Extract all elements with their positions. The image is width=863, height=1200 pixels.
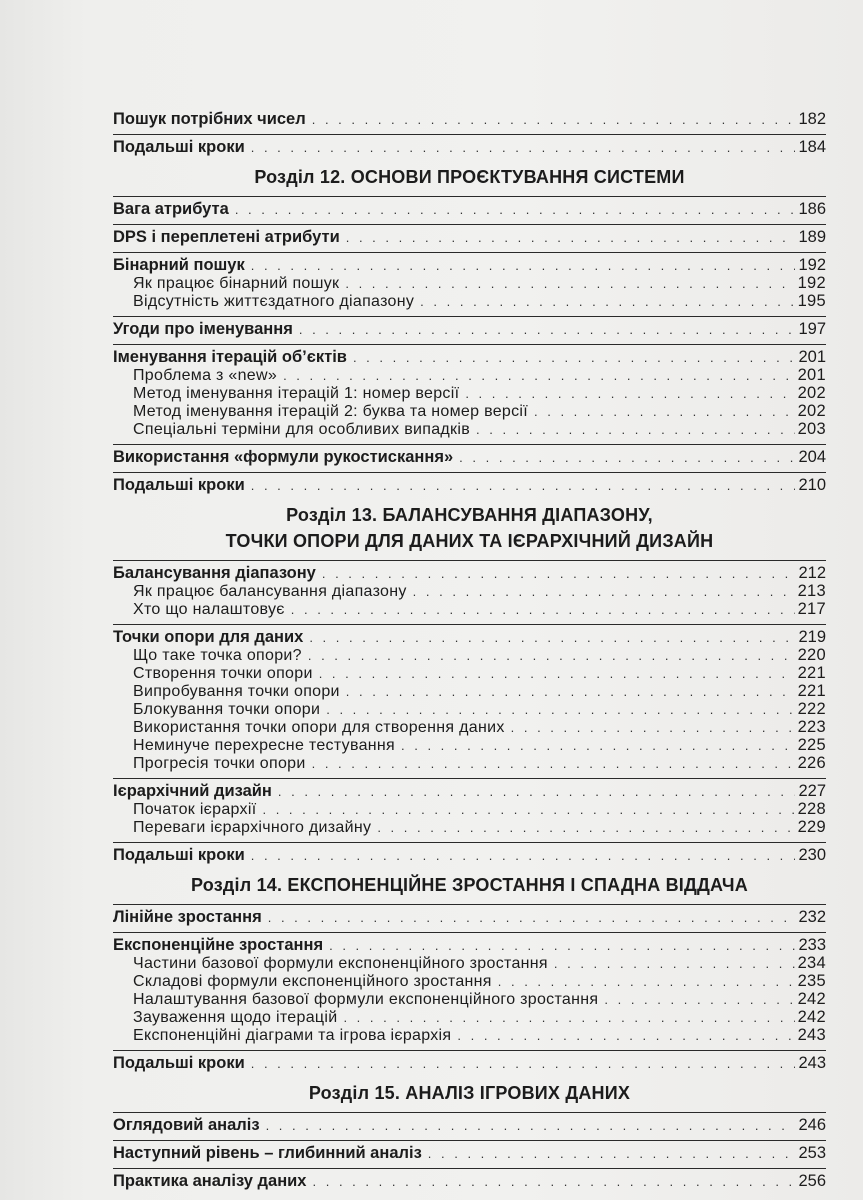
- dot-leader: [420, 293, 794, 311]
- page-number: 246: [798, 1116, 826, 1134]
- dot-leader: [283, 367, 795, 385]
- entry-title: Спеціальні терміни для особливих випадків: [133, 421, 471, 438]
- toc-subsection-entry[interactable]: [113, 718, 826, 736]
- dot-leader: [308, 647, 795, 665]
- toc-subsection-entry[interactable]: [113, 366, 826, 384]
- toc-section-entry[interactable]: [113, 778, 826, 800]
- page-number: 189: [798, 228, 826, 246]
- dot-leader: [313, 1173, 796, 1191]
- dot-leader: [278, 783, 796, 801]
- toc-subsection-entry[interactable]: [113, 754, 826, 772]
- entry-title: Як працює бінарний пошук: [133, 275, 340, 292]
- toc-section-entry[interactable]: [113, 224, 826, 246]
- entry-title: Лінійне зростання: [113, 908, 262, 926]
- dot-leader: [353, 349, 796, 367]
- entry-title: Балансування діапазону: [113, 564, 316, 582]
- dot-leader: [604, 991, 794, 1009]
- dot-leader: [251, 257, 796, 275]
- dot-leader: [268, 909, 796, 927]
- toc-section-entry[interactable]: [113, 110, 826, 128]
- page-number: 186: [798, 200, 826, 218]
- entry-title: Зауваження щодо ітерацій: [133, 1009, 338, 1026]
- entry-title: Практика аналізу даних: [113, 1172, 307, 1190]
- page-number: 197: [798, 320, 826, 338]
- toc-section-entry[interactable]: [113, 932, 826, 954]
- page-number: 223: [797, 718, 826, 736]
- page-number: 256: [798, 1172, 826, 1190]
- page-number: 220: [797, 646, 826, 664]
- dot-leader: [251, 139, 796, 157]
- toc-section-entry[interactable]: [113, 560, 826, 582]
- page-number: 242: [797, 1008, 826, 1026]
- toc-section-entry[interactable]: [113, 316, 826, 338]
- dot-leader: [346, 229, 796, 247]
- dot-leader: [251, 1055, 796, 1073]
- entry-title: Блокування точки опори: [133, 701, 321, 718]
- page-number: 232: [798, 908, 826, 926]
- dot-leader: [326, 701, 794, 719]
- dot-leader: [465, 385, 794, 403]
- dot-leader: [428, 1145, 796, 1163]
- toc-subsection-entry[interactable]: [113, 420, 826, 438]
- toc-subsection-entry[interactable]: [113, 1026, 826, 1044]
- entry-title: Наступний рівень – глибинний аналіз: [113, 1144, 422, 1162]
- toc-section-entry[interactable]: [113, 472, 826, 494]
- entry-title: Угоди про іменування: [113, 320, 293, 338]
- toc-subsection-entry[interactable]: [113, 664, 826, 682]
- dot-leader: [312, 111, 796, 129]
- dot-leader: [309, 629, 795, 647]
- toc-section-entry[interactable]: [113, 842, 826, 864]
- dot-leader: [251, 847, 796, 865]
- chapter-heading: [113, 872, 826, 898]
- page-number: 228: [797, 800, 826, 818]
- page-number: 253: [798, 1144, 826, 1162]
- toc-subsection-entry[interactable]: [113, 600, 826, 618]
- chapter-heading-line: Розділ 12. ОСНОВИ ПРОЄКТУВАННЯ СИСТЕМИ: [254, 167, 685, 187]
- entry-title: Відсутність життєздатного діапазону: [133, 293, 415, 310]
- entry-title: Подальші кроки: [113, 138, 245, 156]
- entry-title: Початок ієрархії: [133, 801, 257, 818]
- entry-title: Пошук потрібних чисел: [113, 110, 306, 128]
- dot-leader: [413, 583, 795, 601]
- page-number: 243: [798, 1054, 826, 1072]
- page-number: 201: [797, 366, 826, 384]
- page-number: 221: [797, 682, 826, 700]
- page-number: 202: [797, 402, 826, 420]
- page-number: 235: [797, 972, 826, 990]
- dot-leader: [377, 819, 794, 837]
- dot-leader: [322, 565, 796, 583]
- dot-leader: [498, 973, 795, 991]
- dot-leader: [235, 201, 796, 219]
- entry-title: Використання «формули рукостискання»: [113, 448, 454, 466]
- toc-subsection-entry[interactable]: [113, 736, 826, 754]
- entry-title: Ієрархічний дизайн: [113, 782, 272, 800]
- page-number: 230: [798, 846, 826, 864]
- toc-section-entry[interactable]: [113, 134, 826, 156]
- toc-subsection-entry[interactable]: [113, 274, 826, 292]
- dot-leader: [401, 737, 795, 755]
- toc-subsection-entry[interactable]: [113, 700, 826, 718]
- toc-section-entry[interactable]: [113, 1050, 826, 1072]
- toc-section-entry[interactable]: [113, 196, 826, 218]
- chapter-heading: [113, 502, 826, 554]
- chapter-heading-line: Розділ 14. ЕКСПОНЕНЦІЙНЕ ЗРОСТАННЯ І СПАДНА ВІДДАЧА: [191, 875, 748, 895]
- dot-leader: [329, 937, 795, 955]
- chapter-heading-line: Розділ 15. АНАЛІЗ ІГРОВИХ ДАНИХ: [308, 1083, 631, 1103]
- dot-leader: [266, 1117, 796, 1135]
- table-of-contents: [113, 110, 826, 1190]
- chapter-heading-line: ТОЧКИ ОПОРИ ДЛЯ ДАНИХ ТА ІЄРАРХІЧНИЙ ДИЗАЙН: [225, 531, 714, 551]
- page-number: 195: [797, 292, 826, 310]
- entry-title: Метод іменування ітерацій 2: буква та номер версії: [133, 403, 528, 420]
- toc-subsection-entry[interactable]: [113, 954, 826, 972]
- page-number: 227: [798, 782, 826, 800]
- page-number: 221: [797, 664, 826, 682]
- dot-leader: [251, 477, 796, 495]
- entry-title: Неминуче перехресне тестування: [133, 737, 395, 754]
- entry-title: Експоненційні діаграми та ігрова ієрархія: [133, 1027, 452, 1044]
- toc-subsection-entry[interactable]: [113, 582, 826, 600]
- page-number: 226: [797, 754, 826, 772]
- dot-leader: [554, 955, 795, 973]
- toc-section-entry[interactable]: [113, 1112, 826, 1134]
- page-number: 217: [797, 600, 826, 618]
- dot-leader: [511, 719, 795, 737]
- toc-subsection-entry[interactable]: [113, 682, 826, 700]
- entry-title: Подальші кроки: [113, 1054, 245, 1072]
- dot-leader: [262, 801, 794, 819]
- toc-section-entry[interactable]: [113, 444, 826, 466]
- page-number: 234: [797, 954, 826, 972]
- toc-subsection-entry[interactable]: [113, 990, 826, 1008]
- page-number: 203: [797, 420, 826, 438]
- page-number: 210: [798, 476, 826, 494]
- entry-title: Використання точки опори для створення даних: [133, 719, 505, 736]
- dot-leader: [343, 1009, 794, 1027]
- dot-leader: [346, 683, 795, 701]
- entry-title: Оглядовий аналіз: [113, 1116, 260, 1134]
- toc-section-entry[interactable]: [113, 1140, 826, 1162]
- entry-title: Складові формули експоненційного зростання: [133, 973, 492, 990]
- dot-leader: [345, 275, 794, 293]
- page-number: 201: [798, 348, 826, 366]
- page-number: 184: [798, 138, 826, 156]
- page-number: 192: [798, 256, 826, 274]
- entry-title: Випробування точки опори: [133, 683, 340, 700]
- entry-title: Подальші кроки: [113, 846, 245, 864]
- chapter-heading-line: Розділ 13. БАЛАНСУВАННЯ ДІАПАЗОНУ,: [286, 505, 653, 525]
- entry-title: Точки опори для даних: [113, 628, 304, 646]
- entry-title: Іменування ітерацій об’єктів: [113, 348, 347, 366]
- entry-title: Подальші кроки: [113, 476, 245, 494]
- page-number: 242: [797, 990, 826, 1008]
- page-number: 233: [798, 936, 826, 954]
- page-number: 225: [797, 736, 826, 754]
- toc-subsection-entry[interactable]: [113, 1008, 826, 1026]
- chapter-heading: [113, 1080, 826, 1106]
- toc-subsection-entry[interactable]: [113, 800, 826, 818]
- toc-subsection-entry[interactable]: [113, 292, 826, 310]
- toc-section-entry[interactable]: [113, 252, 826, 274]
- dot-leader: [291, 601, 795, 619]
- entry-title: Налаштування базової формули експоненційного зростання: [133, 991, 599, 1008]
- entry-title: Переваги ієрархічного дизайну: [133, 819, 372, 836]
- entry-title: Метод іменування ітерацій 1: номер версії: [133, 385, 460, 402]
- page-number: 192: [797, 274, 826, 292]
- dot-leader: [319, 665, 795, 683]
- entry-title: Експоненційне зростання: [113, 936, 324, 954]
- toc-subsection-entry[interactable]: [113, 646, 826, 664]
- toc-section-entry[interactable]: [113, 344, 826, 366]
- page-number: 229: [797, 818, 826, 836]
- page-number: 182: [798, 110, 826, 128]
- page-number: 243: [797, 1026, 826, 1044]
- page-number: 212: [798, 564, 826, 582]
- entry-title: Частини базової формули експоненційного зростання: [133, 955, 548, 972]
- entry-title: Прогресія точки опори: [133, 755, 306, 772]
- dot-leader: [459, 449, 795, 467]
- entry-title: Проблема з «new»: [133, 367, 278, 384]
- toc-section-entry[interactable]: [113, 1168, 826, 1190]
- page-number: 202: [797, 384, 826, 402]
- page-number: 204: [798, 448, 826, 466]
- entry-title: Бінарний пошук: [113, 256, 245, 274]
- dot-leader: [534, 403, 795, 421]
- entry-title: Як працює балансування діапазону: [133, 583, 407, 600]
- dot-leader: [476, 421, 795, 439]
- toc-section-entry[interactable]: [113, 624, 826, 646]
- dot-leader: [457, 1027, 794, 1045]
- entry-title: Хто що налаштовує: [133, 601, 285, 618]
- dot-leader: [312, 755, 795, 773]
- toc-subsection-entry[interactable]: [113, 402, 826, 420]
- dot-leader: [299, 321, 796, 339]
- entry-title: Вага атрибута: [113, 200, 229, 218]
- entry-title: DPS і переплетені атрибути: [113, 228, 340, 246]
- page-number: 219: [798, 628, 826, 646]
- toc-subsection-entry[interactable]: [113, 384, 826, 402]
- toc-section-entry[interactable]: [113, 904, 826, 926]
- entry-title: Створення точки опори: [133, 665, 313, 682]
- chapter-heading: [113, 164, 826, 190]
- toc-subsection-entry[interactable]: [113, 818, 826, 836]
- page-number: 222: [797, 700, 826, 718]
- toc-subsection-entry[interactable]: [113, 972, 826, 990]
- entry-title: Що таке точка опори?: [133, 647, 302, 664]
- page-number: 213: [797, 582, 826, 600]
